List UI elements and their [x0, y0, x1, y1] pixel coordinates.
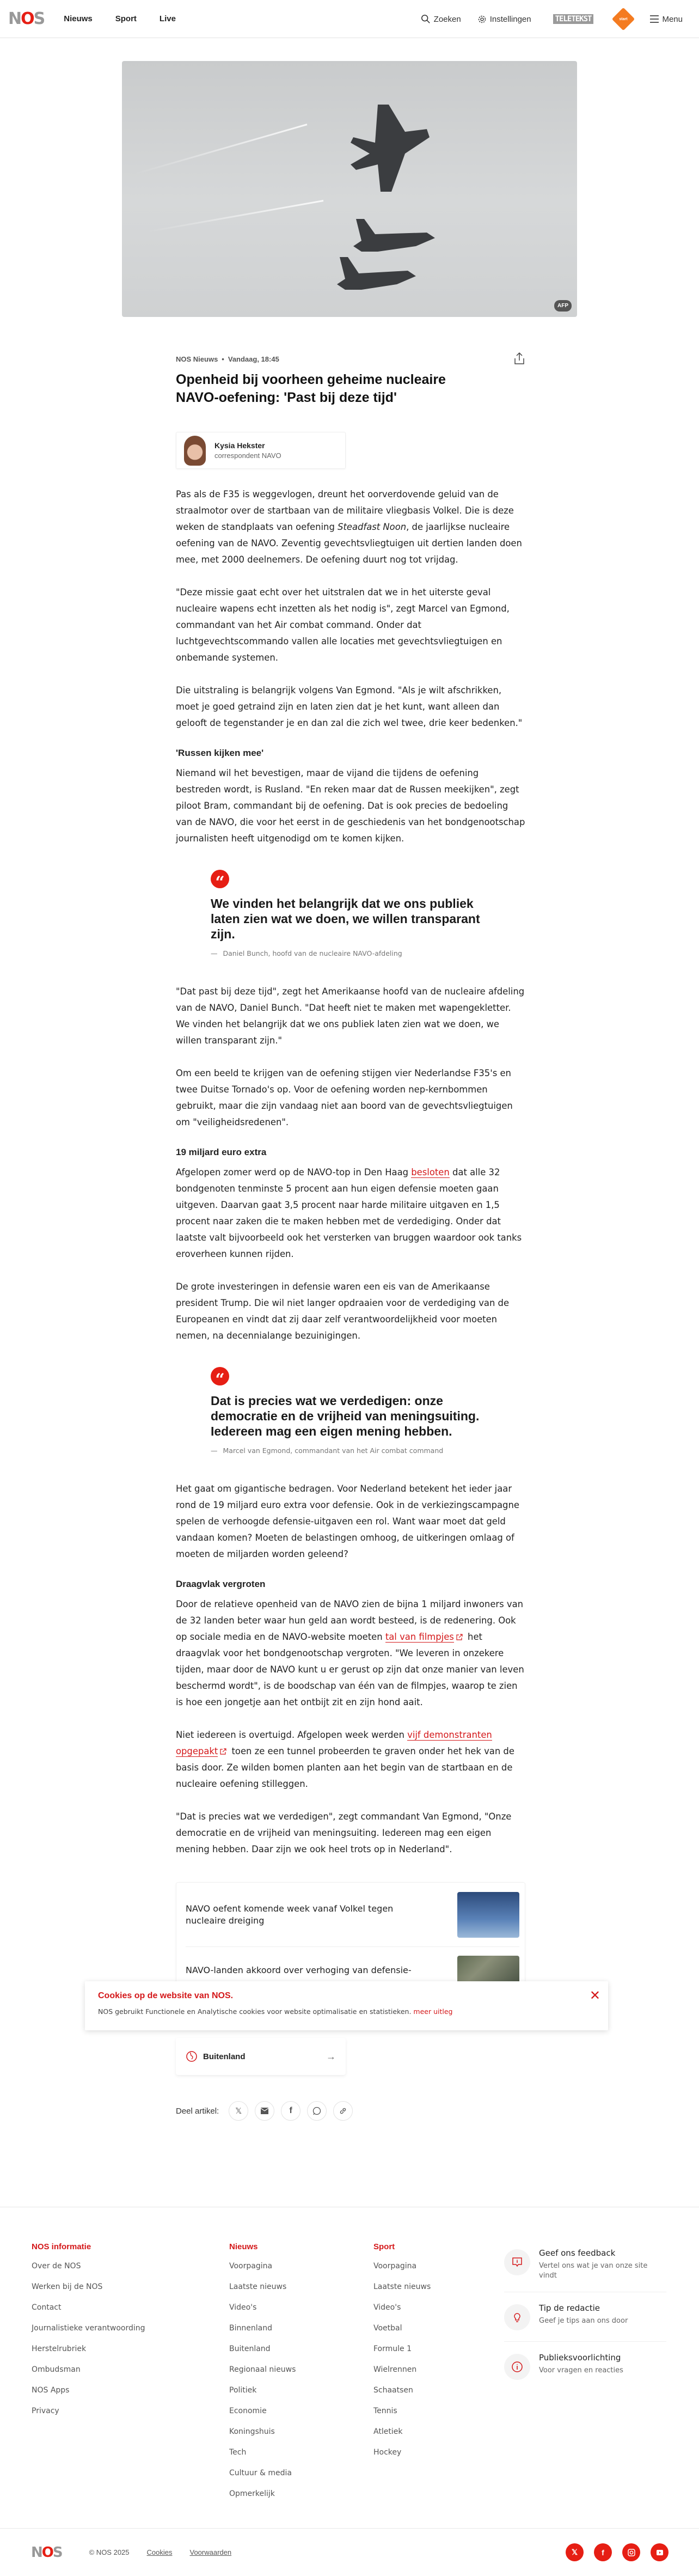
feedback-link[interactable] — [504, 2245, 666, 2292]
footer-link[interactable]: Tennis — [373, 2407, 397, 2415]
related-title: NAVO oefent komende week vanaf Volkel tegen nucleaire dreiging — [186, 1903, 394, 1926]
close-icon[interactable]: ✕ — [589, 1988, 600, 2003]
whatsapp-icon — [312, 2107, 321, 2115]
paragraph: De grote investeringen in defensie waren een eis van de Amerikaanse president Trump. Die wil niet langer opdraaien voor de verdediging van de Europeanen en vindt dat zij daar zelf verantwoordelijkheid voor moeten nemen, na decennialange bezuinigingen. — [176, 1281, 510, 1341]
article-body — [176, 486, 525, 1858]
link-tal-van-filmpjes[interactable]: tal van filmpjes — [385, 1632, 454, 1642]
site-header — [0, 0, 699, 38]
paragraph: "Deze missie gaat echt over het uitstralen dat we in het uiterste geval nucleaire wapens echt inzetten als het nodig is", zegt Marcel van Egmond, commandant van het Air combat command. Onder dat luchtgevechtscommando vallen alle locaties met gevechtsvliegtuigen en onbemande systemen. — [176, 587, 510, 663]
footer-link[interactable]: Privacy — [32, 2407, 59, 2415]
cookie-title: Cookies op de website van NOS. — [98, 1991, 234, 2000]
copyright: © NOS 2025 — [89, 2548, 130, 2556]
publieksvoorlichting-link[interactable] — [504, 2349, 666, 2391]
footer-link[interactable]: Schaatsen — [373, 2386, 413, 2395]
external-link-icon — [456, 1634, 463, 1640]
paragraph: Om een beeld te krijgen van de oefening stijgen vier Nederlandse F35's en twee Duitse Tornado's op. Voor de oefening worden nep-kernbommen gebruikt, maar die zijn vandaag niet aan boord van de gevechtsvliegtuigen om "veiligheidsredenen". — [176, 1068, 513, 1127]
footer-link[interactable]: Hockey — [373, 2448, 402, 2457]
cookies-link[interactable]: Cookies — [146, 2548, 173, 2556]
hamburger-icon — [650, 15, 659, 23]
footer-link[interactable]: Wielrennen — [373, 2365, 417, 2374]
share-label: Deel artikel: — [176, 2106, 219, 2116]
fighter-jets-illustration — [122, 61, 577, 317]
footer-link[interactable]: Binnenland — [229, 2324, 272, 2333]
link-besloten[interactable]: besloten — [411, 1167, 450, 1177]
quote-icon: “ — [211, 1367, 229, 1385]
author-avatar — [184, 436, 206, 466]
pull-quote — [176, 870, 525, 957]
menu-label: Menu — [662, 14, 683, 24]
paragraph: "Dat past bij deze tijd", zegt het Amerikaanse hoofd van de nucleaire afdeling van de NAVO, Daniel Bunch. "Dat heeft niet te maken met wapengekletter. We vinden het belangrijk dat we ons publiek laten zien wat we doen, we willen transparant zijn." — [176, 986, 525, 1046]
info-icon — [504, 2354, 530, 2380]
publieksvoorlichting-title: Publieksvoorlichting — [539, 2353, 621, 2363]
share-copy-link-button[interactable] — [333, 2101, 353, 2121]
settings-label: Instellingen — [489, 14, 531, 24]
footer-link[interactable]: Journalistieke verantwoording — [32, 2324, 145, 2333]
arrow-right-icon: → — [326, 2050, 336, 2062]
nos-start-label: start — [619, 17, 628, 21]
footer-link[interactable]: Atletiek — [373, 2427, 403, 2436]
footer-link[interactable]: Laatste nieuws — [229, 2282, 287, 2291]
nav-nieuws[interactable]: Nieuws — [64, 14, 93, 23]
footer-link[interactable]: Voetbal — [373, 2324, 402, 2333]
quote-text: Dat is precies wat we verdedigen: onze democratie en de vrijheid van meningsuiting. Iedereen mag een eigen mening hebben. — [211, 1394, 480, 1438]
globe-icon — [186, 2050, 198, 2062]
link-vijf-demonstranten[interactable]: vijf demonstranten opgepakt — [176, 1730, 492, 1756]
publieksvoorlichting-subtitle: Voor vragen en reacties — [539, 2366, 623, 2374]
footer-link[interactable]: Contact — [32, 2303, 62, 2312]
facebook-icon: f — [289, 2106, 292, 2115]
footer-col-nos-informatie — [32, 2242, 145, 2426]
share-mail-button[interactable] — [255, 2101, 274, 2121]
related-thumbnail — [457, 1956, 519, 1983]
footer-link[interactable]: Cultuur & media — [229, 2469, 292, 2477]
paragraph: Door de relatieve openheid van de NAVO zien de bijna 1 miljard inwoners van de 32 landen beter waar hun geld aan wordt besteed, is de redenering. Ook op sociale media en de NAVO-website moeten tal van filmpjes het draagvlak voor het bondgenootschap vergroten. "We leveren in onzekere tijden, maar door de NAVO kunt u er gerust op zijn dat onze manier van leven beschermd wordt", is de boodschap van één van de filmpjes, waarop te zien is hoe een jongetje aan het ontbijt zit en zijn hond aait. — [176, 1599, 524, 1707]
author-name: Kysia Hekster — [214, 441, 265, 450]
pull-quote — [176, 1367, 525, 1455]
nav-sport[interactable]: Sport — [115, 14, 137, 23]
article-title: Openheid bij voorheen geheime nucleaire NAVO-oefening: 'Past bij deze tijd' — [176, 372, 446, 405]
share-button[interactable] — [513, 352, 525, 367]
footer-link[interactable]: Tech — [229, 2448, 247, 2457]
footer-link[interactable]: Video's — [229, 2303, 257, 2312]
footer-link[interactable]: Video's — [373, 2303, 401, 2312]
teletekst-logo-link[interactable]: TELETEKST — [553, 14, 594, 24]
search-button[interactable] — [421, 14, 461, 24]
footer-link[interactable]: Buitenland — [229, 2345, 271, 2353]
quote-text: We vinden het belangrijk dat we ons publiek laten zien wat we doen, we willen transparant zijn. — [211, 896, 480, 941]
share-facebook-button[interactable] — [281, 2101, 301, 2121]
voorwaarden-link[interactable]: Voorwaarden — [189, 2548, 232, 2556]
share-whatsapp-button[interactable] — [307, 2101, 327, 2121]
footer-link[interactable]: Werken bij de NOS — [32, 2282, 103, 2291]
nos-start-link[interactable] — [612, 8, 635, 30]
footer-heading: NOS informatie — [32, 2242, 91, 2251]
footer-link[interactable]: Koningshuis — [229, 2427, 275, 2436]
search-icon — [421, 14, 431, 24]
footer-link[interactable]: Laatste nieuws — [373, 2282, 431, 2291]
photo-credit: AFP — [554, 300, 572, 312]
article — [98, 355, 600, 2121]
footer-contact-blocks — [504, 2245, 666, 2398]
category-link-buitenland[interactable] — [176, 2038, 346, 2075]
paragraph: Het gaat om gigantische bedragen. Voor Nederland betekent het ieder jaar rond de 19 miljard euro extra voor defensie. Ook in de verkiezingscampagne spelen de verhoogde defensie-uitgaven een rol. Want waar moet dat geld vandaan komen? Moeten de belastingen omhoog, de uitkeringen omlaag of moeten de miljarden worden geleend? — [176, 1484, 519, 1559]
footer-link[interactable]: Opmerkelijk — [229, 2489, 275, 2498]
feedback-icon — [504, 2249, 530, 2275]
paragraph: "Dat is precies wat we verdedigen", zegt commandant Van Egmond, "Onze democratie en de vrijheid van meningsuiting. Iedereen mag een eigen mening hebben. Daar zijn we ook heel trots op in Nederland". — [176, 1811, 512, 1854]
link-icon — [339, 2107, 347, 2115]
footer-link[interactable]: Voorpagina — [229, 2262, 273, 2270]
related-title: NAVO-landen akkoord over verhoging van defensie- — [186, 1965, 412, 1975]
feedback-title: Geef ons feedback — [539, 2248, 616, 2258]
youtube-icon[interactable] — [651, 2543, 669, 2561]
author-role: correspondent NAVO — [214, 451, 281, 460]
paragraph: Pas als de F35 is weggevlogen, dreunt het oorverdovende geluid van de straalmotor over de startbaan van de militaire vliegbasis Volkel. Die is deze weken de standplaats van oefening Steadfast Noon, de jaarlijkse nucleaire oefening van de NAVO. Zeventig gevechtsvliegtuigen uit dertien landen doen mee, met 2000 deelnemers. De oefening duurt nog tot vrijdag. — [176, 489, 522, 565]
footer-link[interactable]: Regionaal nieuws — [229, 2365, 296, 2374]
settings-button[interactable] — [477, 15, 531, 24]
paragraph: Die uitstraling is belangrijk volgens Van Egmond. "Als je wilt afschrikken, moet je goed getraind zijn en laten zien dat je het kunt, want alleen dan gelooft de tegenstander je en dan zal die zich wel twee, drie keer bedenken." — [176, 685, 523, 728]
footer-col-nieuws — [229, 2242, 296, 2508]
lightbulb-icon — [504, 2304, 530, 2330]
mail-icon — [261, 2108, 268, 2114]
social-links — [566, 2543, 669, 2561]
footer-bottom-bar — [0, 2528, 699, 2576]
quote-cite: — Marcel van Egmond, commandant van het Air combat command — [211, 1446, 525, 1455]
category-label: Buitenland — [203, 2052, 246, 2061]
nos-footer-logo[interactable]: N O S — [31, 2544, 62, 2561]
related-article[interactable] — [186, 1947, 519, 1983]
share-x-button[interactable] — [229, 2101, 248, 2121]
x-icon: 𝕏 — [235, 2107, 242, 2116]
footer-link[interactable]: NOS Apps — [32, 2386, 70, 2395]
footer-link[interactable]: Formule 1 — [373, 2345, 412, 2353]
quote-cite: — Daniel Bunch, hoofd van de nucleaire NAVO-afdeling — [211, 949, 525, 957]
footer-link[interactable]: Herstelrubriek — [32, 2345, 87, 2353]
paragraph: Afgelopen zomer werd op de NAVO-top in Den Haag besloten dat alle 32 bondgenoten tenminste 5 procent aan hun eigen defensie moeten gaan uitgeven. Daarvan gaat 3,5 procent naar harde militaire uitgaven en 1,5 procent naar zaken die te maken hebben met de verdediging. Onder dat laatste valt bijvoorbeeld ook het versterken van bruggen waardoor ook tanks eroverheen kunnen rijden. — [176, 1167, 522, 1259]
article-meta: NOS Nieuws • Vandaag, 18:45 — [176, 355, 525, 363]
share-row — [176, 2101, 525, 2121]
related-articles — [176, 1882, 525, 1983]
nav-live[interactable]: Live — [159, 14, 176, 23]
menu-button[interactable] — [650, 15, 683, 24]
footer-heading: Nieuws — [229, 2242, 258, 2251]
author-card[interactable] — [176, 432, 346, 469]
paragraph: Niemand wil het bevestigen, maar de vijand die tijdens de oefening bestreden wordt, is Rusland. "En reken maar dat de Russen meekijken", zegt piloot Bram, commandant bij de oefening. Dat is ook precies de bedoeling van de NAVO, die voor het eerst in de geschiedenis van het bondgenootschap journalisten heeft uitgenodigd om te komen kijken. — [176, 768, 525, 844]
cookie-more-info-link[interactable]: meer uitleg — [413, 2007, 453, 2016]
instagram-icon[interactable] — [622, 2543, 640, 2561]
nos-logo[interactable]: N O S — [8, 9, 45, 28]
related-thumbnail — [457, 1892, 519, 1938]
section-heading: 'Russen kijken mee' — [176, 748, 264, 758]
external-link-icon — [220, 1748, 226, 1755]
article-time: Vandaag, 18:45 — [228, 355, 279, 363]
section-heading: Draagvlak vergroten — [176, 1579, 266, 1589]
gear-icon — [477, 15, 487, 24]
quote-icon: “ — [211, 870, 229, 888]
share-icon — [513, 352, 525, 365]
hero-image — [122, 61, 577, 317]
footer-col-sport — [373, 2242, 431, 2467]
footer-link[interactable]: Ombudsman — [32, 2365, 81, 2374]
cookie-banner — [85, 1981, 608, 2030]
footer-link[interactable]: Voorpagina — [373, 2262, 417, 2270]
tip-title: Tip de redactie — [539, 2303, 600, 2313]
section-heading: 19 miljard euro extra — [176, 1147, 267, 1157]
article-source: NOS Nieuws — [176, 355, 218, 363]
cookie-text: NOS gebruikt Functionele en Analytische cookies voor website optimalisatie en statistieken. meer uitleg — [98, 2007, 453, 2016]
footer-link[interactable]: Politiek — [229, 2386, 257, 2395]
search-label: Zoeken — [433, 14, 461, 24]
footer-heading: Sport — [373, 2242, 395, 2251]
feedback-subtitle: Vertel ons wat je van onze site vindt — [539, 2262, 648, 2280]
main-nav — [64, 14, 199, 23]
tip-subtitle: Geef je tips aan ons door — [539, 2317, 628, 2325]
paragraph: Niet iedereen is overtuigd. Afgelopen week werden vijf demonstranten opgepakt toen ze een tunnel probeerden te graven onder het hek van de basis door. Ze wilden bomen planten aan het begin van de startbaan en de nucleaire oefening stilleggen. — [176, 1730, 514, 1789]
footer-link[interactable]: Over de NOS — [32, 2262, 81, 2270]
x-icon[interactable]: 𝕏 — [566, 2543, 584, 2561]
related-article[interactable] — [186, 1883, 519, 1947]
footer-link[interactable]: Economie — [229, 2407, 267, 2415]
tip-link[interactable] — [504, 2300, 666, 2342]
facebook-icon[interactable]: f — [594, 2543, 612, 2561]
